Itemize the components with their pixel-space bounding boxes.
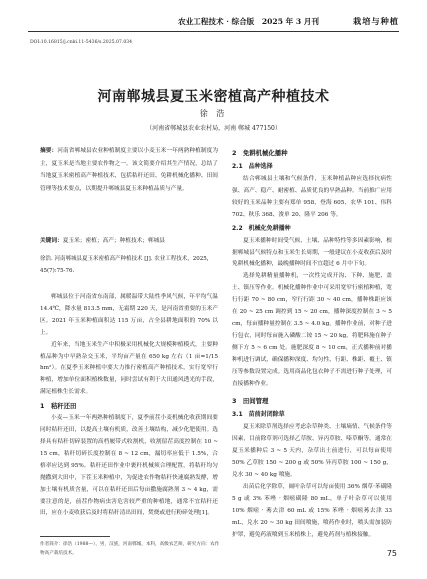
keywords <box>40 235 218 247</box>
page-number: 75 <box>386 549 397 558</box>
doi: DOI:10.16815/j.cnki.11-5436/s.2025.07.034 <box>30 40 133 45</box>
affiliation: （河南省郸城县农业农村局，河南 郸城 477150） <box>146 125 281 132</box>
author: 徐 浩 <box>199 109 228 118</box>
keywords-label: 关键词： <box>40 238 63 244</box>
author-footnote: 作者简介：徐浩（1988—），男，汉族，河南郸城，本科，高级农艺师，研究方向：农作物高产栽培技术。 <box>40 542 220 556</box>
section-heading: 1 秸秆还田 <box>40 402 77 411</box>
right-column <box>232 146 392 541</box>
header-rule <box>28 31 399 32</box>
journal-title: 农业工程技术 · 综合版 2025 年 3 月刊 <box>178 17 319 26</box>
running-header <box>28 16 399 30</box>
footnote-rule <box>40 536 110 537</box>
citation <box>40 254 218 277</box>
paragraph: 选择免耕精量播种机，一次性完成开沟、下种、施肥、盖土、镇压等作业。机械化播种作业中可采用宽窄行密植种植，宽行行距 70 ~ 80 cm，窄行行距 30 ~ 40 cm，播种株距应该在 20 ~ 25 cm 调控到 15 ~ 20 cm，播种深度控制在 3 ~ 5 cm，每亩播种量控制在 3.5 ~ 4.0 kg。播种作业前，对种子进行包衣，同时每亩施入磷酸二铵 15 ~ 20 kg，将肥料施在种子侧下方 5 ~ 6 cm 处。施肥深度 8 ~ 10 cm，正式播种前对播种机进行调试，确保播种深度、均匀性、行距、株距、覆土、镇压等参数设置完成。选用商品化包衣种子不需进行种子处理，可直接播种作业。 <box>232 273 392 387</box>
subsection-heading: 2.1 品种选择 <box>232 163 273 170</box>
section-heading: 2 免耕机械化播种 <box>232 149 288 157</box>
section-heading: 3 田间管理 <box>232 397 269 406</box>
paragraph: 小麦—玉米一年两熟种植制度下，夏季前茬小麦机械化收获期间要同时秸秆还田，以提高土壤有机质，改善土壤结构，减少化肥使用。选择具有秸秆切碎装置的高档履带式收割机，收割留茬高度控制在 10 ~ 15 cm，秸秆切碎长度控制在 8 ~ 12 cm，漏切率应低于 1.5%，合格率应达到 95%。秸秆还田作业中裹秆机械须合理配置，将秸秆均匀抛撒到大田中，下茬玉米种植中，为促进农作物秸秆快速腐熟发酵，增加土壤有机质含量，可以在秸秆还田后每亩撒施腐熟剂 3 ~ 4 kg，需要注意的是，前茬作物病虫害危害较严重的种植地，通常不宜秸秆还田，应在小麦收获后及时将秸秆清出田间，焚烧或进行粉碎处理[1]。 <box>40 415 218 517</box>
paragraph: 近年来，当地玉米生产中积极采用机械化大规模种植模式，主要种植品种为中早熟杂交玉米，平均亩产量在 650 kg 左右（1 亩=1/15 hm²）。在夏季玉米种植中要大力推行密植高产种植技术，实行宽窄行种植，增加单位面积植株数量，同时尝试有利于大田通风透光的手段，满足植株生长需求。 <box>40 341 218 396</box>
article-title: 河南郸城县夏玉米密植高产种植技术 <box>97 89 330 105</box>
subsection-heading: 2.2 机械化免耕播种 <box>232 224 291 232</box>
paragraph: 郸城县位于河南省东南部，属暖温带大陆性季风气候，年平均气温 14.4℃，降水量 813.5 mm，无霜期 220 天，是河南省重要的玉米产区。2021 年玉米种植面积达 115 万亩，占全县耕地面积的 70% 以上。 <box>40 294 218 336</box>
citation-text: 徐浩. 河南郸城县夏玉米密植高产种植技术 [J]. 农业工程技术，2025，45(7):75-76. <box>40 256 213 274</box>
abstract-label: 摘要： <box>40 148 58 154</box>
abstract <box>40 145 218 195</box>
paragraph: 夏玉米播种时间受气候、土壤、品种特性等多因素影响，根据郸城县气候特点和玉米生长周期，一般建议在小麦收获后及时免耕机械化播种，最晚播种时间不宜超过 6 月中下旬。 <box>232 237 392 268</box>
paragraph: 出苗后化学除草，阔叶杂草可以每亩使用 36% 烟草·苯磺隆 5 g 或 3% 苯唑 · 烟嘧磺隆 80 mL，单子叶杂草可以使用 10% 烟嘧 · 莠去津 60 mL 或 15% 苯唑 · 烟嘧莠去津 33 mL，兑水 20 ~ 30 kg 田间喷施，喷药作业时，喷头需加装防护罩，避免药液喷到玉米植株上，避免药剂与植株接触。 <box>232 483 392 538</box>
paragraph: 夏玉米除草剂选择应考虑杂草种类、土壤墒情、气候条件等因素，目前除草剂可选择乙草胺、异丙草胺、嗪草酮等。通常在夏玉米播种后 3 ~ 5 天内，杂草出土前进行，可以每亩使用 50% 乙草胺 150 ~ 200 g 或 50% 异丙草胺 100 ~ 150 g，兑水 30 ~ 40 kg 喷施。 <box>232 424 392 479</box>
keywords-text: 夏玉米；密植；高产；种植技术；郸城县 <box>62 238 166 244</box>
paragraph: 结合郸城县土壤和气候条件，玉米种植品种应选择抗病性强、高产、稳产、耐密植、品质优良的早熟品种。当前推广应用较好的玉米品种主要有郑单 958、登海 605、农华 101、伟科 702、秋乐 368、浚单 20、隆平 206 等。 <box>232 176 392 218</box>
left-column <box>40 292 218 520</box>
section-name: 栽培与种植 <box>353 16 399 26</box>
subsection-heading: 3.1 苗前封闭除草 <box>232 411 285 419</box>
abstract-text: 河南省郸城县农业种植制度主要以小麦玉米一年两熟种植制度为主，夏玉米是当地主要农作物之一。该文简要介绍其生产情况，总结了当地夏玉米密植高产种植技术，包括秸秆还田、免耕机械化播种、田间管理等技术要点，以期提升郸城县夏玉米种植品质与产量。 <box>40 148 219 192</box>
